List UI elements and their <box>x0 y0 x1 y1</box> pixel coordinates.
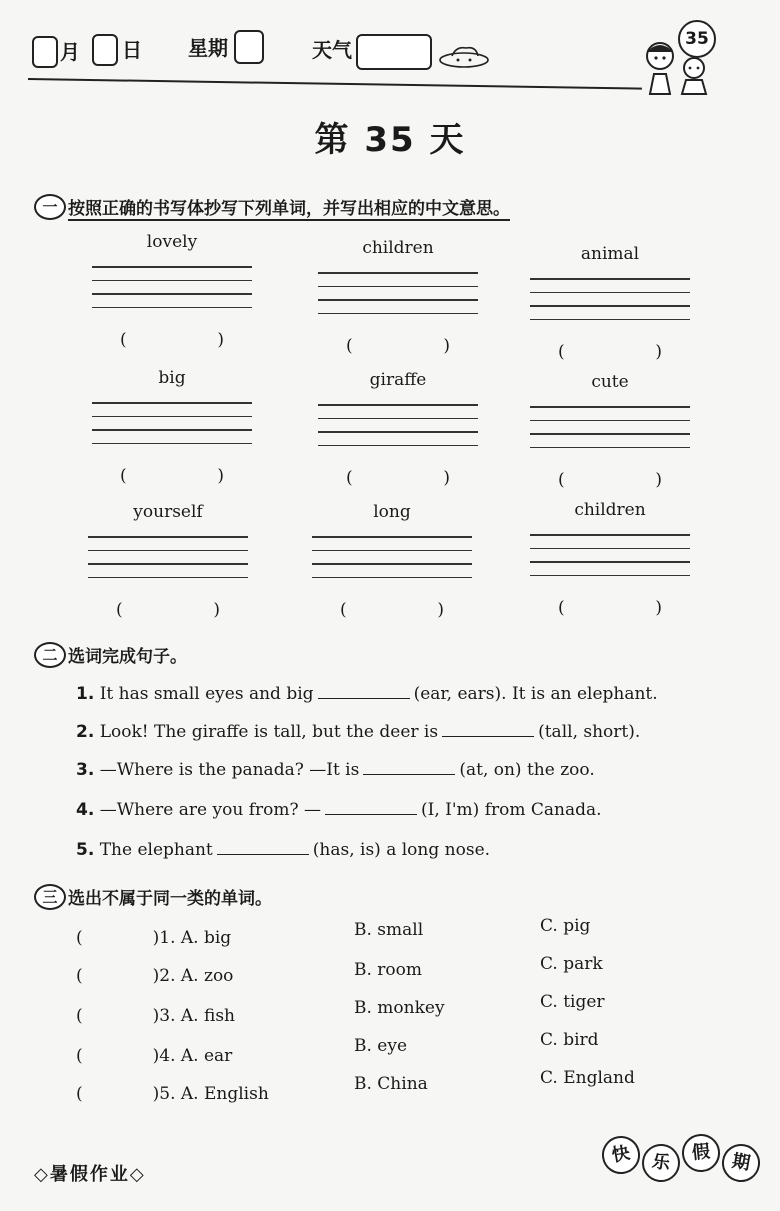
word-cell: giraffe ( ) <box>318 370 478 488</box>
weekday-box[interactable] <box>234 30 264 64</box>
weekday-label: 星期 <box>188 36 228 60</box>
section3-number: 三 <box>34 884 66 910</box>
option-b: B. eye <box>354 1036 408 1056</box>
sentence <box>76 758 595 780</box>
question-row <box>76 966 233 986</box>
word-cell: long ( ) <box>312 502 472 620</box>
section2-title: 选词完成句子。 <box>68 647 187 667</box>
sentence-text: The elephant <box>99 840 213 860</box>
sentence-number: 1. <box>76 684 95 704</box>
option-b: B. room <box>354 960 423 980</box>
sentence-number: 5. <box>76 840 95 860</box>
month-label: 月 <box>60 40 80 64</box>
answer-blank[interactable] <box>325 798 417 815</box>
option-c: C. park <box>540 954 603 974</box>
option-b: B. China <box>354 1074 428 1094</box>
option-a: A. English <box>180 1084 269 1104</box>
header-rule <box>28 78 642 90</box>
page-title: 第 35 天 <box>314 120 466 160</box>
section1-title: 按照正确的书写体抄写下列单词，并写出相应的中文意思。 <box>68 194 510 221</box>
badge-char: 假 <box>680 1132 722 1174</box>
option-b: B. monkey <box>354 998 445 1018</box>
option-c: C. England <box>540 1068 635 1088</box>
word-cell: yourself ( ) <box>88 502 248 620</box>
sentence <box>76 838 490 860</box>
answer-blank[interactable] <box>217 838 309 855</box>
question-row <box>76 1006 235 1026</box>
sentence-text: —Where is the panada? —It is <box>99 760 360 780</box>
word-cell: children ( ) <box>318 238 478 356</box>
option-a: A. big <box>180 928 232 948</box>
weather-cloud-icon <box>436 42 492 70</box>
sentence <box>76 720 640 742</box>
word-cell: cute ( ) <box>530 372 690 490</box>
word-cell: big ( ) <box>92 368 252 486</box>
sentence-choice: (tall, short). <box>538 722 641 742</box>
day-label: 日 <box>122 38 142 62</box>
word: cute <box>591 372 629 392</box>
word: children <box>574 500 646 520</box>
option-c: C. pig <box>540 916 591 936</box>
word: giraffe <box>369 370 427 390</box>
day-box[interactable] <box>92 34 118 66</box>
word-cell: lovely ( ) <box>92 232 252 350</box>
option-c: C. bird <box>540 1030 599 1050</box>
sentence-text: Look! The giraffe is tall, but the deer is <box>99 722 439 742</box>
answer-blank[interactable] <box>363 758 455 775</box>
option-c: C. tiger <box>540 992 605 1012</box>
answer-paren[interactable]: ( <box>76 928 83 948</box>
answer-blank[interactable] <box>442 720 534 737</box>
sentence-text: It has small eyes and big <box>99 684 314 704</box>
footer-title: ◇暑假作业◇ <box>34 1164 146 1185</box>
option-a: A. zoo <box>180 966 234 986</box>
word: big <box>158 368 186 388</box>
answer-paren[interactable]: ( <box>76 1084 83 1104</box>
badge-char: 期 <box>719 1141 763 1185</box>
question-number: )3. <box>152 1006 176 1026</box>
sentence-number: 4. <box>76 800 95 820</box>
section1-number: 一 <box>34 194 66 220</box>
month-box[interactable] <box>32 36 58 68</box>
sentence-choice: (has, is) a long nose. <box>312 840 491 860</box>
sentence-choice: (ear, ears). It is an elephant. <box>413 684 658 704</box>
question-number: )1. <box>152 928 176 948</box>
word: yourself <box>133 502 203 522</box>
section3-title: 选出不属于同一类的单词。 <box>68 889 272 909</box>
question-row <box>76 1046 232 1066</box>
answer-paren[interactable]: ( <box>76 1006 83 1026</box>
question-number: )2. <box>152 966 176 986</box>
happy-holiday-badge <box>596 1130 766 1182</box>
word: children <box>362 238 434 258</box>
badge-char: 乐 <box>640 1142 683 1185</box>
badge-char: 快 <box>599 1133 643 1177</box>
sentence <box>76 682 658 704</box>
word-cell: animal ( ) <box>530 244 690 362</box>
answer-paren[interactable]: ( <box>76 1046 83 1066</box>
answer-paren[interactable]: ( <box>76 966 83 986</box>
page-number-badge: 35 <box>678 20 716 58</box>
question-row <box>76 1084 269 1104</box>
option-a: A. fish <box>180 1006 236 1026</box>
sentence-number: 2. <box>76 722 95 742</box>
question-number: )5. <box>152 1084 176 1104</box>
question-row <box>76 928 231 948</box>
sentence-number: 3. <box>76 760 95 780</box>
word: animal <box>580 244 640 264</box>
sentence-choice: (at, on) the zoo. <box>459 760 595 780</box>
sentence-text: —Where are you from? — <box>99 800 321 820</box>
weather-box[interactable] <box>356 34 432 70</box>
kids-mascot-icon <box>638 38 722 98</box>
section2-number: 二 <box>34 642 66 668</box>
question-number: )4. <box>152 1046 176 1066</box>
option-b: B. small <box>354 920 424 940</box>
word-cell: children ( ) <box>530 500 690 618</box>
weather-label: 天气 <box>312 38 352 62</box>
sentence <box>76 798 602 820</box>
sentence-choice: (I, I'm) from Canada. <box>421 800 602 820</box>
answer-blank[interactable] <box>318 682 410 699</box>
word: lovely <box>146 232 198 252</box>
word: long <box>373 502 411 522</box>
option-a: A. ear <box>180 1046 233 1066</box>
